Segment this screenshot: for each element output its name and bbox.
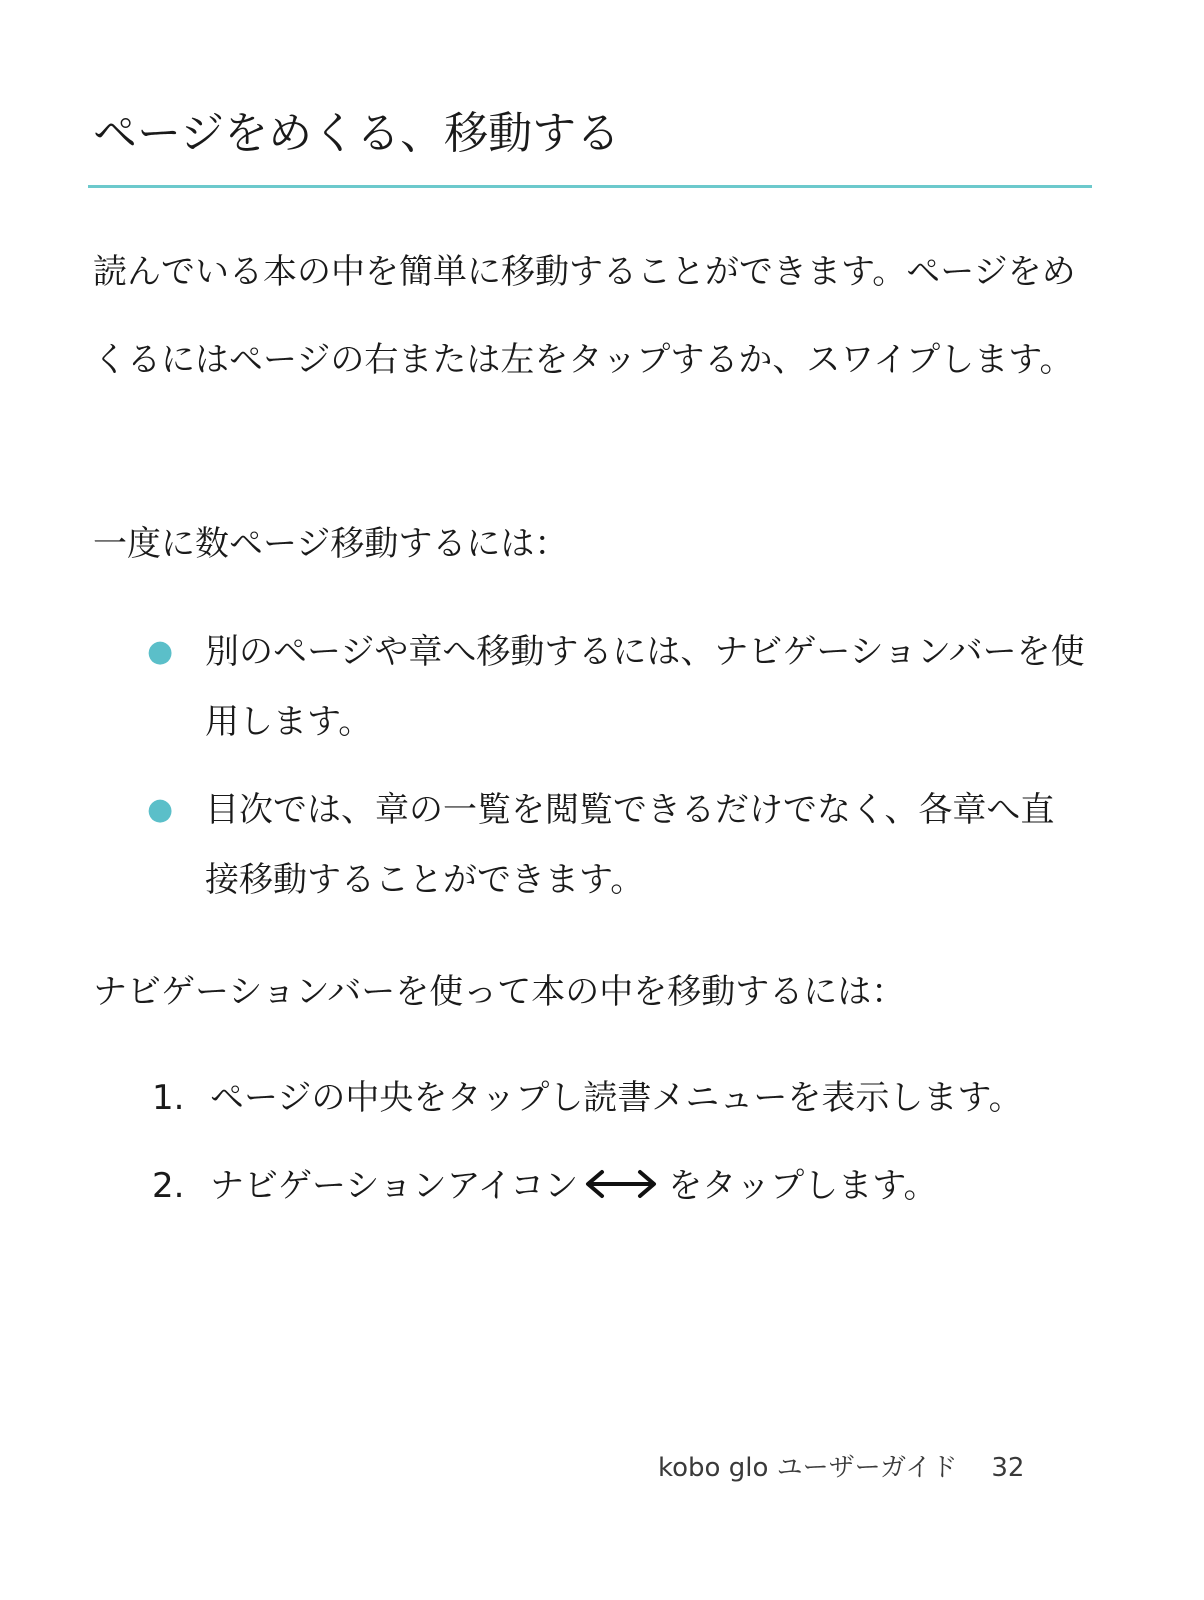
page-number: 32 [991,1453,1025,1483]
step-text: ページの中央をタップし読書メニューを表示します。 [210,1078,1023,1118]
step-item [152,1072,1092,1124]
step-text-after-icon: をタップします。 [668,1166,938,1206]
bullet-text: 別のページや章へ移動するには、ナビゲーションバーを使用します。 [205,632,1085,742]
title-divider [88,185,1092,188]
bullet-text: 目次では、章の一覧を閲覧できるだけでなく、各章へ直接移動することができます。 [205,790,1055,900]
nav-bar-lead: ナビゲーションバーを使って本の中を移動するには： [93,972,906,1012]
bullet-icon: ● [147,792,174,827]
intro-paragraph: 読んでいる本の中を簡単に移動することができます。ページをめくるにはページの右または左をタップするか、スワイプします。 [93,252,1076,380]
guide-title: kobo glo ユーザーガイド [658,1453,958,1483]
left-right-arrow-icon [584,1164,658,1204]
list-item [147,775,1085,915]
step-number: 2. [152,1166,185,1206]
multi-page-lead: 一度に数ページ移動するには： [93,524,569,564]
page-title: ページをめくる、移動する [93,108,621,159]
list-item [147,617,1085,757]
step-item [152,1160,1092,1212]
bullet-icon: ● [147,634,174,669]
step-text-before-icon: ナビゲーションアイコン [210,1166,579,1206]
step-number: 1. [152,1078,185,1118]
page-footer [658,1450,1024,1486]
